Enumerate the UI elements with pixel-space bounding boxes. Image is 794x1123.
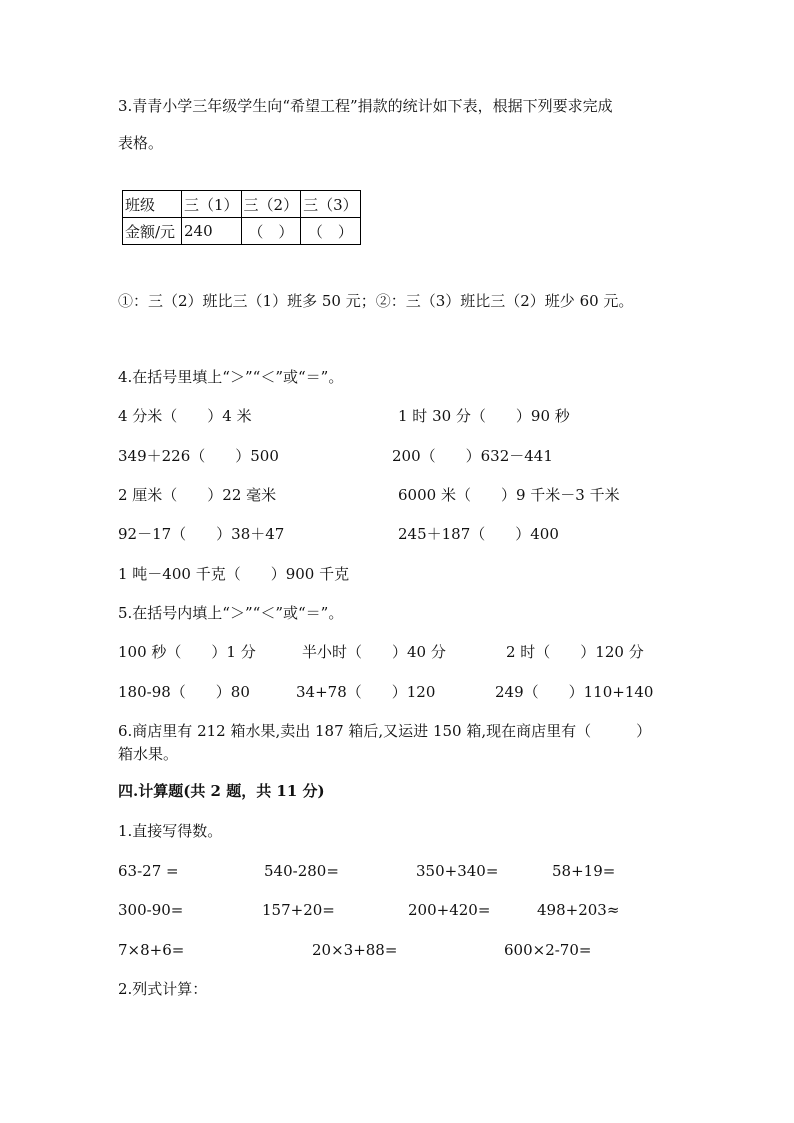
table-cell: 金额/元 xyxy=(123,218,182,245)
table-cell: 240 xyxy=(182,218,242,245)
q4-item: 1 时 30 分（ ）90 秒 xyxy=(398,407,570,425)
table-header-row xyxy=(123,191,361,218)
q4-item: 1 吨－400 千克（ ）900 千克 xyxy=(118,565,350,583)
q3-line1: 3.青青小学三年级学生向“希望工程”捐款的统计如下表，根据下列要求完成 xyxy=(118,97,613,115)
calc-item: 498+203≈ xyxy=(537,901,620,919)
q5-item: 2 时（ ）120 分 xyxy=(506,643,644,661)
q4-item: 2 厘米（ ）22 毫米 xyxy=(118,486,277,504)
calc-item: 58+19= xyxy=(552,862,616,880)
table-header-cell: 三（2） xyxy=(241,191,301,218)
q4-item: 4 分米（ ）4 米 xyxy=(118,407,252,425)
calc-item: 7×8+6= xyxy=(118,941,185,959)
q6-line2: 箱水果。 xyxy=(118,745,179,763)
q3-line2: 表格。 xyxy=(118,134,164,152)
q4-item: 92－17（ ）38＋47 xyxy=(118,525,285,543)
section4-title: 四.计算题(共 2 题，共 11 分) xyxy=(118,782,325,800)
q5-title: 5.在括号内填上“＞”“＜”或“＝”。 xyxy=(118,604,344,622)
q5-item: 34+78（ ）120 xyxy=(296,683,436,701)
q5-item: 180-98（ ）80 xyxy=(118,683,250,701)
table-header-cell: 班级 xyxy=(123,191,182,218)
calc-item: 157+20= xyxy=(262,901,335,919)
answer-blank-cell[interactable]: （ ） xyxy=(241,218,301,245)
table-row xyxy=(123,218,361,245)
q5-item: 半小时（ ）40 分 xyxy=(302,643,446,661)
calc-q1-title: 1.直接写得数。 xyxy=(118,822,223,840)
q4-title: 4.在括号里填上“＞”“＜”或“＝”。 xyxy=(118,368,344,386)
q4-item: 6000 米（ ）9 千米－3 千米 xyxy=(398,486,620,504)
calc-item: 200+420= xyxy=(408,901,491,919)
calc-item: 350+340= xyxy=(416,862,499,880)
q4-item: 245＋187（ ）400 xyxy=(398,525,559,543)
calc-item: 600×2-70= xyxy=(504,941,592,959)
q5-item: 249（ ）110+140 xyxy=(495,683,654,701)
q4-item: 349＋226（ ）500 xyxy=(118,447,279,465)
q4-item: 200（ ）632－441 xyxy=(392,447,553,465)
calc-item: 540-280= xyxy=(264,862,339,880)
calc-item: 63-27 = xyxy=(118,862,179,880)
table-header-cell: 三（3） xyxy=(301,191,361,218)
answer-blank-cell[interactable]: （ ） xyxy=(301,218,361,245)
calc-item: 20×3+88= xyxy=(312,941,398,959)
calc-item: 300-90= xyxy=(118,901,184,919)
q3-condition: ①：三（2）班比三（1）班多 50 元；②：三（3）班比三（2）班少 60 元。 xyxy=(118,292,634,310)
donation-table xyxy=(122,190,361,245)
calc-q2-title: 2.列式计算： xyxy=(118,980,208,998)
q5-item: 100 秒（ ）1 分 xyxy=(118,643,256,661)
q6-line1: 6.商店里有 212 箱水果,卖出 187 箱后,又运进 150 箱,现在商店里有（ ） xyxy=(118,722,652,740)
table-header-cell: 三（1） xyxy=(182,191,242,218)
